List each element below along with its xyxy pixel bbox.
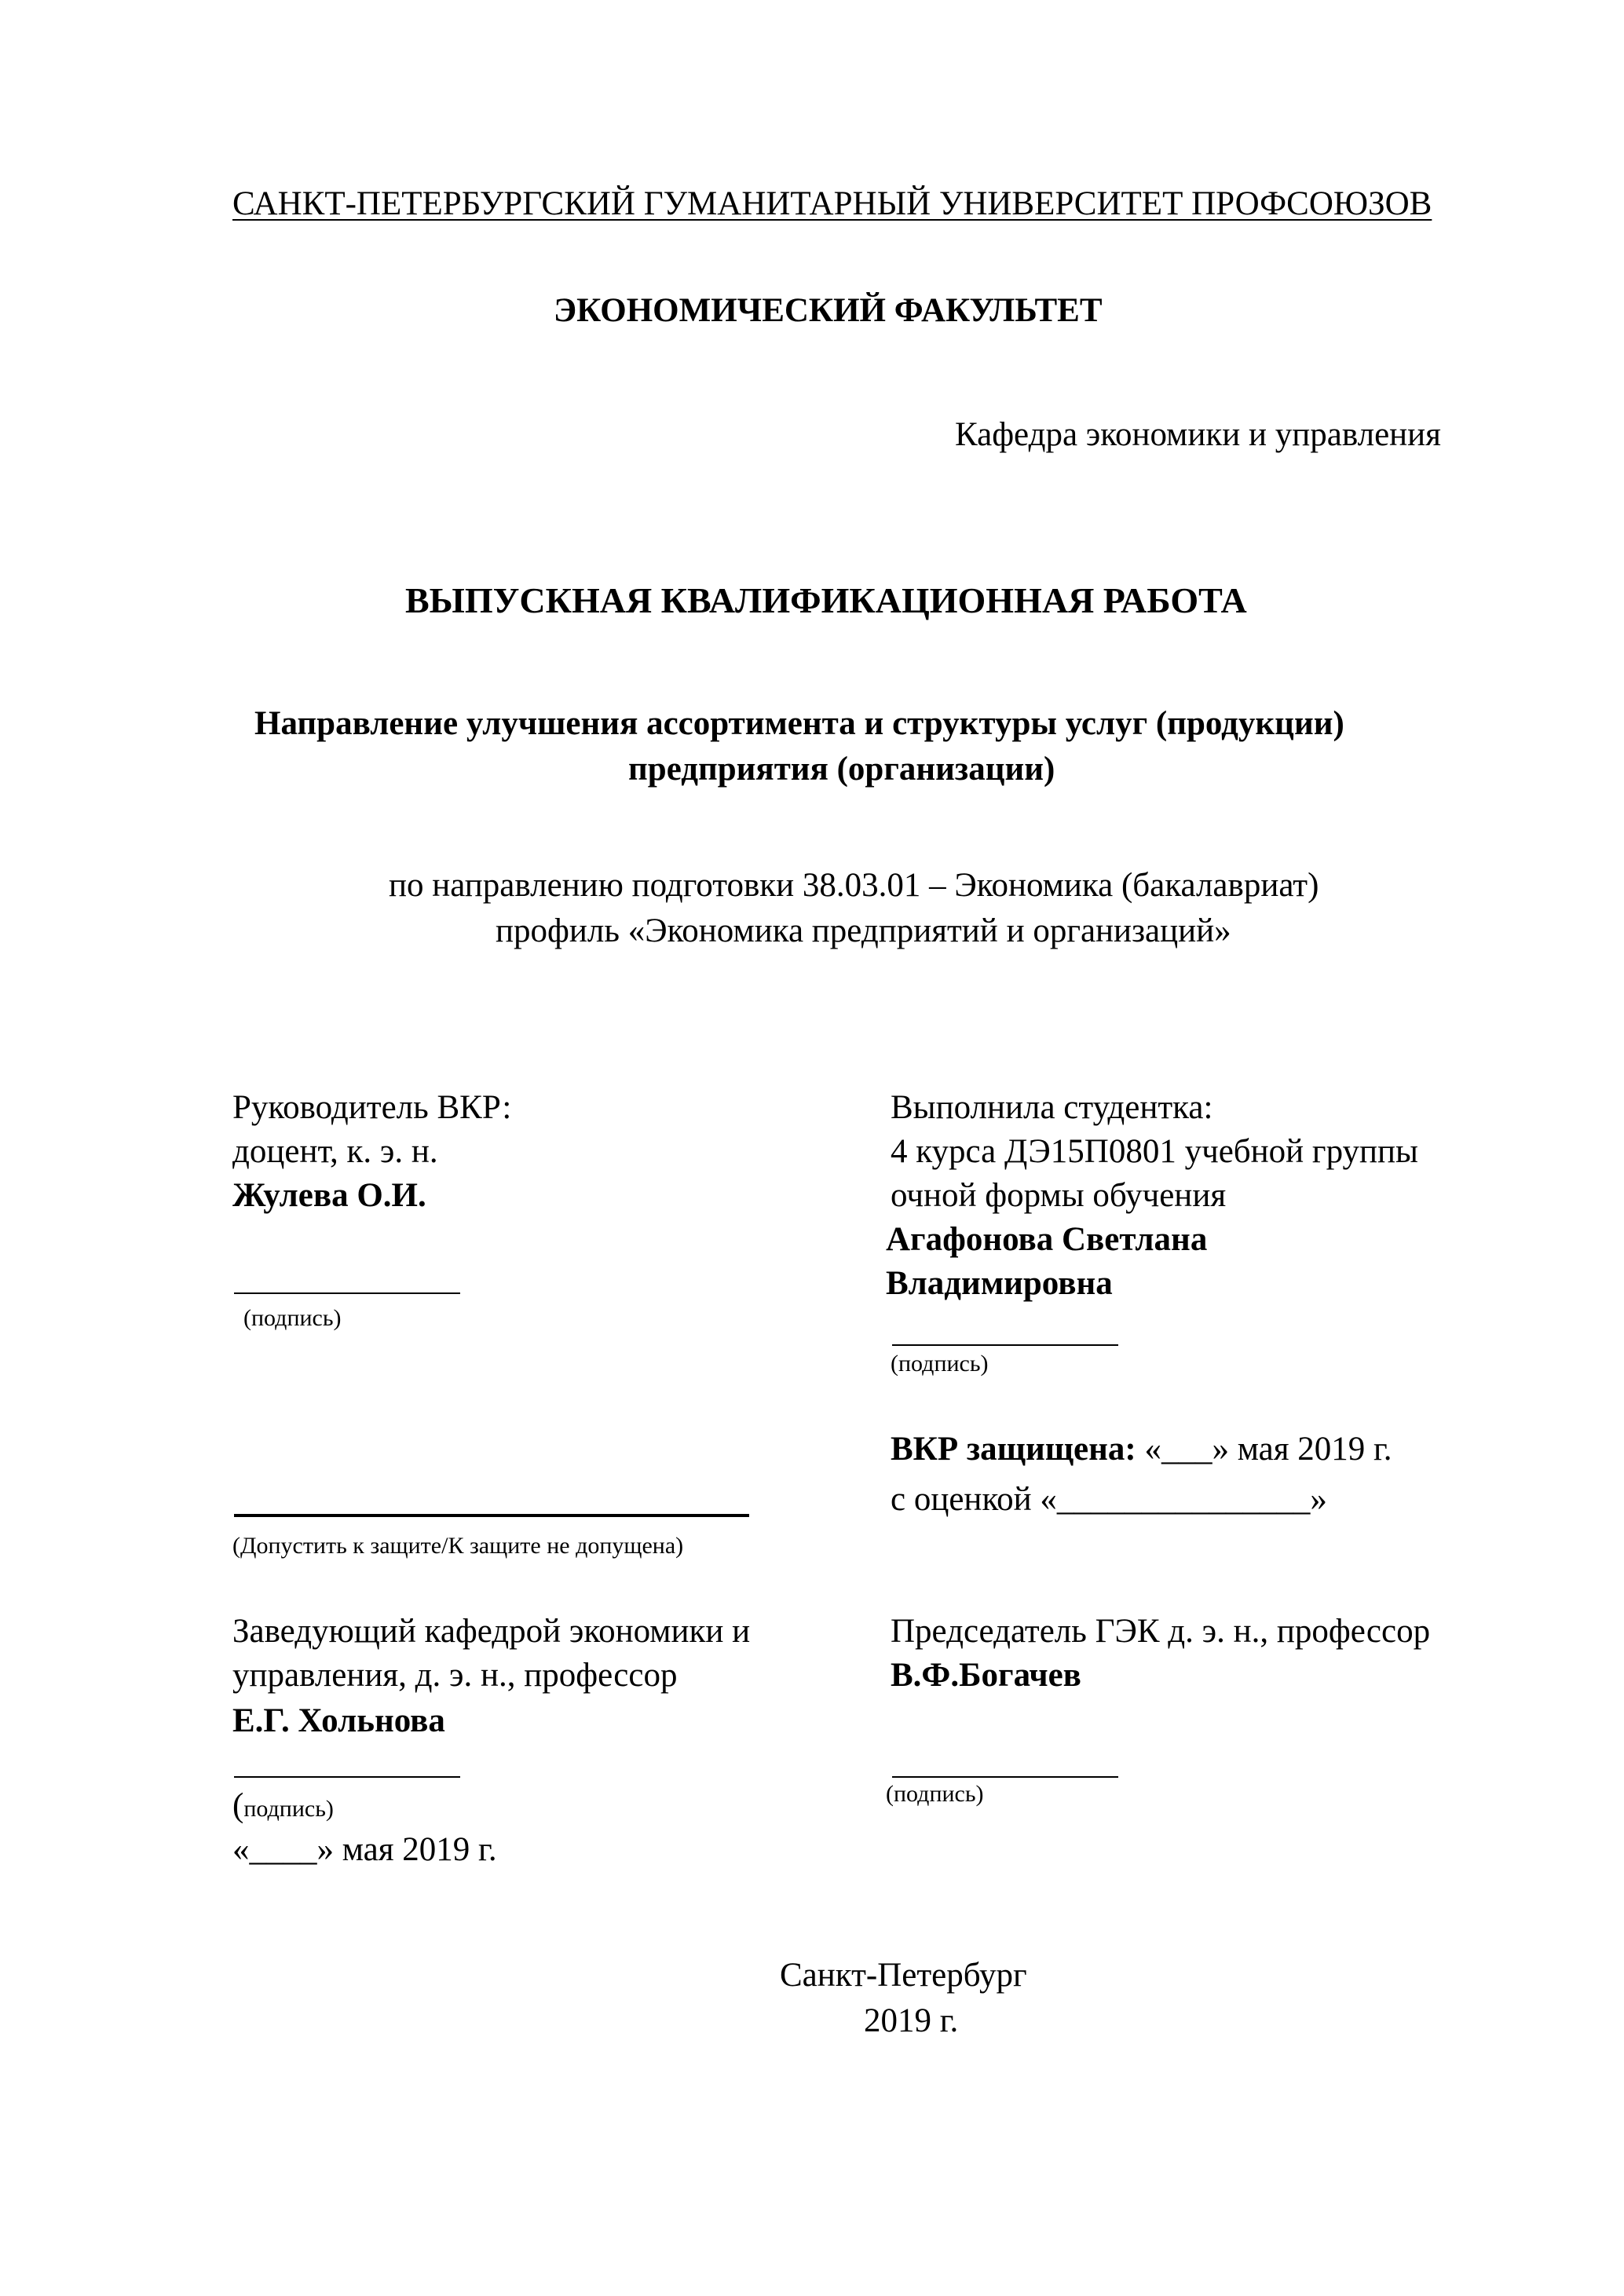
supervisor-signature-line: [234, 1292, 460, 1294]
defense-grade: с оценкой «_______________»: [891, 1481, 1327, 1518]
direction-line-1: по направлению подготовки 38.03.01 – Экономика (бакалавриат): [389, 867, 1319, 904]
supervisor-label: Руководитель ВКР:: [232, 1089, 512, 1126]
student-signature-caption: (подпись): [891, 1351, 989, 1377]
student-name-line-2: Владимировна: [886, 1265, 1113, 1302]
chairman-signature-caption: (подпись): [886, 1781, 984, 1807]
department-name: Кафедра экономики и управления: [955, 416, 1441, 453]
faculty-name: ЭКОНОМИЧЕСКИЙ ФАКУЛЬТЕТ: [554, 292, 1103, 329]
supervisor-name: Жулева О.И.: [232, 1177, 426, 1214]
defense-date: «___» мая 2019 г.: [1136, 1431, 1392, 1468]
head-signature-paren: (: [232, 1787, 244, 1824]
defense-status: [891, 1428, 1392, 1472]
head-signature-line: [234, 1776, 460, 1778]
defense-protected-label: ВКР защищена:: [891, 1431, 1136, 1468]
head-date: «____» мая 2019 г.: [232, 1831, 497, 1868]
head-signature-caption: [232, 1784, 334, 1828]
head-name: Е.Г. Хольнова: [232, 1702, 445, 1739]
chairman-name: В.Ф.Богачев: [891, 1657, 1081, 1694]
footer-year: 2019 г.: [864, 2002, 959, 2039]
footer-city: Санкт-Петербург: [780, 1957, 1027, 1994]
admission-decision-line: [234, 1514, 749, 1517]
head-position-line-2: управления, д. э. н., профессор: [232, 1657, 678, 1694]
chairman-position: Председатель ГЭК д. э. н., профессор: [891, 1613, 1431, 1650]
student-name-line-1: Агафонова Светлана: [886, 1221, 1208, 1258]
topic-line-2: предприятия (организации): [628, 751, 1055, 788]
admission-caption: (Допустить к защите/К защите не допущена): [232, 1533, 684, 1559]
work-type-title: ВЫПУСКНАЯ КВАЛИФИКАЦИОННАЯ РАБОТА: [405, 580, 1247, 620]
university-name: САНКТ-ПЕТЕРБУРГСКИЙ ГУМАНИТАРНЫЙ УНИВЕРСИТЕТ ПРОФСОЮЗОВ: [232, 185, 1432, 222]
head-signature-word: подпись): [243, 1796, 334, 1822]
student-course: 4 курса ДЭ15П0801 учебной группы: [891, 1133, 1418, 1170]
student-label: Выполнила студентка:: [891, 1089, 1213, 1126]
supervisor-signature-caption: (подпись): [243, 1305, 342, 1331]
direction-line-2: профиль «Экономика предприятий и организаций»: [496, 912, 1231, 949]
topic-line-1: Направление улучшения ассортимента и структуры услуг (продукции): [254, 705, 1344, 742]
supervisor-degree: доцент, к. э. н.: [232, 1133, 438, 1170]
head-position-line-1: Заведующий кафедрой экономики и: [232, 1613, 751, 1650]
chairman-signature-line: [892, 1776, 1118, 1778]
student-signature-line: [892, 1344, 1118, 1346]
student-study-form: очной формы обучения: [891, 1177, 1227, 1214]
